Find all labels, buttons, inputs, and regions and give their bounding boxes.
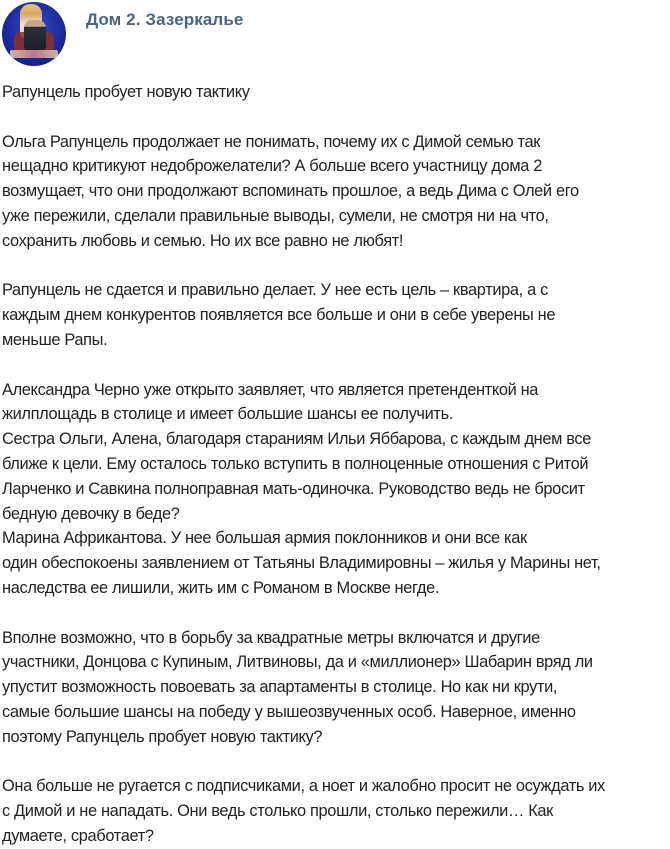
post-paragraph [2, 278, 666, 352]
text-line: сохранить любовь и семью. Но их все равно не любят! [2, 231, 404, 250]
text-line: с Димой и не нападать. Они ведь столько прошли, столько пережили… Как [2, 802, 554, 821]
text-line: участники, Донцова с Купиным, Литвиновы, да и «миллионер» Шабарин вряд ли [2, 653, 593, 672]
text-line: каждым днем конкурентов появляется все больше и они в себе уверены не [2, 306, 556, 325]
text-line: Вполне возможно, что в борьбу за квадратные метры включатся и другие [2, 628, 540, 647]
post-paragraph [2, 130, 666, 254]
text-line: Александра Черно уже открыто заявляет, что является претенденткой на [2, 380, 539, 399]
text-line: упустит возможность повоевать за апартаменты в столице. Но как ни крути, [2, 678, 558, 697]
post-title: Рапунцель пробует новую тактику [2, 83, 250, 101]
text-line: бедную девочку в беде? [2, 504, 180, 523]
text-line: наследства ее лишили, жить им с Романом в Москве негде. [2, 578, 440, 597]
text-line: меньше Рапы. [2, 330, 108, 349]
paragraph-spacer [2, 105, 666, 130]
text-line: Ольга Рапунцель продолжает не понимать, почему их с Димой семью так [2, 132, 541, 151]
text-line: возмущает, что они продолжают вспоминать прошлое, а ведь Дима с Олей его [2, 182, 579, 201]
text-line: жилплощадь в столице и имеет большие шансы ее получить. [2, 405, 453, 424]
avatar-logo-icon [10, 50, 58, 58]
post-header [0, 0, 670, 72]
text-line: поэтому Рапунцель пробует новую тактику? [2, 727, 323, 746]
text-line: Ларченко и Савкина полноправная мать-одиночка. Руководство ведь не бросит [2, 479, 585, 498]
paragraph-spacer [2, 353, 666, 378]
post-paragraph [2, 774, 666, 848]
avatar-figure-icon [24, 20, 46, 50]
text-line: один обеспокоены заявлением от Татьяны Владимировны – жилья у Марины нет, [2, 554, 601, 573]
post-body [2, 80, 666, 849]
text-line: думаете, сработает? [2, 826, 154, 845]
channel-name-link[interactable]: Дом 2. Зазеркалье [86, 10, 244, 29]
text-line: Она больше не ругается с подписчиками, а ноет и жалобно просит не осуждать их [2, 777, 605, 796]
text-line: самые большие шансы на победу у вышеозвученных особ. Наверное, именно [2, 702, 576, 721]
text-line: нещадно критикуют недоброжелатели? А больше всего участницу дома 2 [2, 157, 542, 176]
text-line: Рапунцель не сдается и правильно делает. У нее есть цель – квартира, а с [2, 281, 548, 300]
channel-avatar[interactable] [2, 2, 66, 66]
post-paragraph [2, 626, 666, 750]
text-line: ближе к цели. Ему осталось только вступить в полноценные отношения с Ритой [2, 454, 589, 473]
text-line: Сестра Ольги, Алена, благодаря стараниям Ильи Яббарова, с каждым днем все [2, 430, 592, 449]
post-paragraph [2, 378, 666, 601]
paragraph-spacer [2, 254, 666, 279]
paragraph-spacer [2, 601, 666, 626]
paragraph-spacer [2, 750, 666, 775]
text-line: Марина Африкантова. У нее большая армия поклонников и они все как [2, 529, 527, 548]
text-line: уже пережили, сделали правильные выводы, сумели, не смотря ни на что, [2, 206, 549, 225]
